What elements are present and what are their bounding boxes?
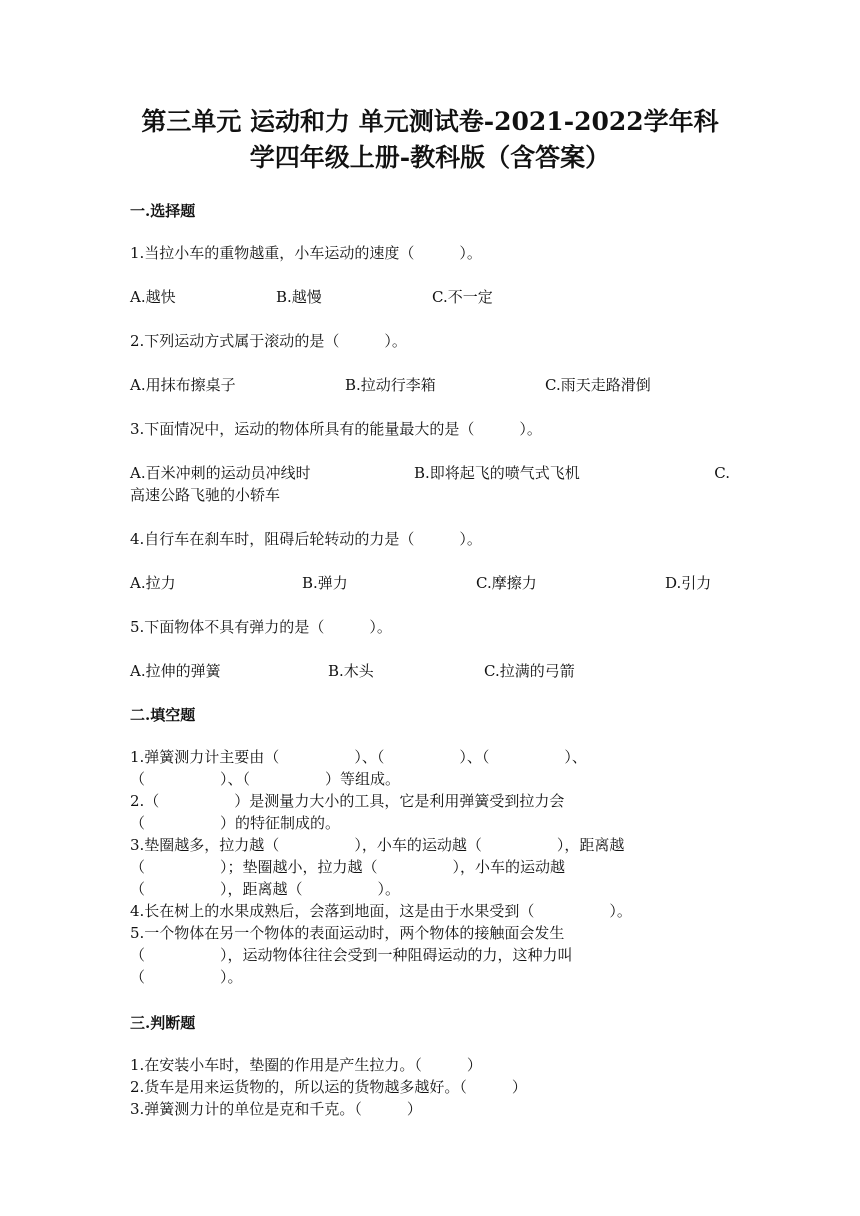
question-5-options bbox=[130, 660, 730, 682]
fill-line: （ ）、（ ）等组成。 bbox=[130, 770, 401, 788]
judge-questions bbox=[130, 1054, 730, 1120]
option-d: D.引力 bbox=[665, 574, 712, 592]
question-3-options bbox=[130, 462, 730, 506]
question-2-options bbox=[130, 374, 730, 396]
title-line-2: 学四年级上册-教科版（含答案） bbox=[249, 143, 611, 172]
fill-line: 2.（ ）是测量力大小的工具，它是利用弹簧受到拉力会 bbox=[130, 792, 565, 810]
option-a: A.拉力 bbox=[130, 574, 176, 592]
question-3: 3.下面情况中，运动的物体所具有的能量最大的是（ ）。 bbox=[130, 420, 542, 438]
fill-line: （ ）；垫圈越小，拉力越（ ），小车的运动越 bbox=[130, 858, 566, 876]
fill-line: （ ）的特征制成的。 bbox=[130, 814, 341, 832]
question-4-options bbox=[130, 572, 730, 594]
fill-in-questions bbox=[130, 746, 730, 988]
option-b: B.木头 bbox=[328, 662, 374, 680]
option-c: C.不一定 bbox=[432, 288, 493, 306]
option-a: A.百米冲刺的运动员冲线时 bbox=[130, 464, 311, 482]
fill-line: （ ）。 bbox=[130, 968, 243, 986]
section-heading-choice: 一.选择题 bbox=[130, 202, 196, 220]
option-a: A.用抹布擦桌子 bbox=[130, 376, 236, 394]
option-c-text: 高速公路飞驰的小轿车 bbox=[130, 486, 281, 504]
option-c: C.雨天走路滑倒 bbox=[545, 376, 651, 394]
option-b: B.拉动行李箱 bbox=[345, 376, 436, 394]
option-c: C.拉满的弓箭 bbox=[484, 662, 575, 680]
question-1: 1.当拉小车的重物越重，小车运动的速度（ ）。 bbox=[130, 244, 482, 262]
option-a: A.拉伸的弹簧 bbox=[130, 662, 221, 680]
option-b: B.弹力 bbox=[302, 574, 348, 592]
page-title bbox=[110, 104, 750, 176]
fill-line: （ ），距离越（ ）。 bbox=[130, 880, 401, 898]
fill-line: 3.垫圈越多，拉力越（ ），小车的运动越（ ），距离越 bbox=[130, 836, 625, 854]
section-heading-judge: 三.判断题 bbox=[130, 1014, 196, 1032]
option-c-prefix: C. bbox=[714, 464, 730, 482]
option-b: B.越慢 bbox=[276, 288, 322, 306]
option-c: C.摩擦力 bbox=[476, 574, 537, 592]
judge-line: 3.弹簧测力计的单位是克和千克。（ ） bbox=[130, 1100, 422, 1118]
question-5: 5.下面物体不具有弹力的是（ ）。 bbox=[130, 618, 392, 636]
judge-line: 2.货车是用来运货物的，所以运的货物越多越好。（ ） bbox=[130, 1078, 527, 1096]
title-line-1: 第三单元 运动和力 单元测试卷-2021-2022学年科 bbox=[141, 107, 719, 136]
fill-line: 4.长在树上的水果成熟后，会落到地面，这是由于水果受到（ ）。 bbox=[130, 902, 632, 920]
section-heading-fill: 二.填空题 bbox=[130, 706, 196, 724]
fill-line: 1.弹簧测力计主要由（ ）、（ ）、（ ）、 bbox=[130, 748, 587, 766]
question-2: 2.下列运动方式属于滚动的是（ ）。 bbox=[130, 332, 407, 350]
option-a: A.越快 bbox=[130, 288, 176, 306]
judge-line: 1.在安装小车时，垫圈的作用是产生拉力。（ ） bbox=[130, 1056, 482, 1074]
fill-line: 5.一个物体在另一个物体的表面运动时，两个物体的接触面会发生 bbox=[130, 924, 565, 942]
question-4: 4.自行车在刹车时，阻碍后轮转动的力是（ ）。 bbox=[130, 530, 482, 548]
fill-line: （ ），运动物体往往会受到一种阻碍运动的力，这种力叫 bbox=[130, 946, 573, 964]
question-1-options bbox=[130, 286, 730, 308]
option-b: B.即将起飞的喷气式飞机 bbox=[414, 464, 580, 482]
